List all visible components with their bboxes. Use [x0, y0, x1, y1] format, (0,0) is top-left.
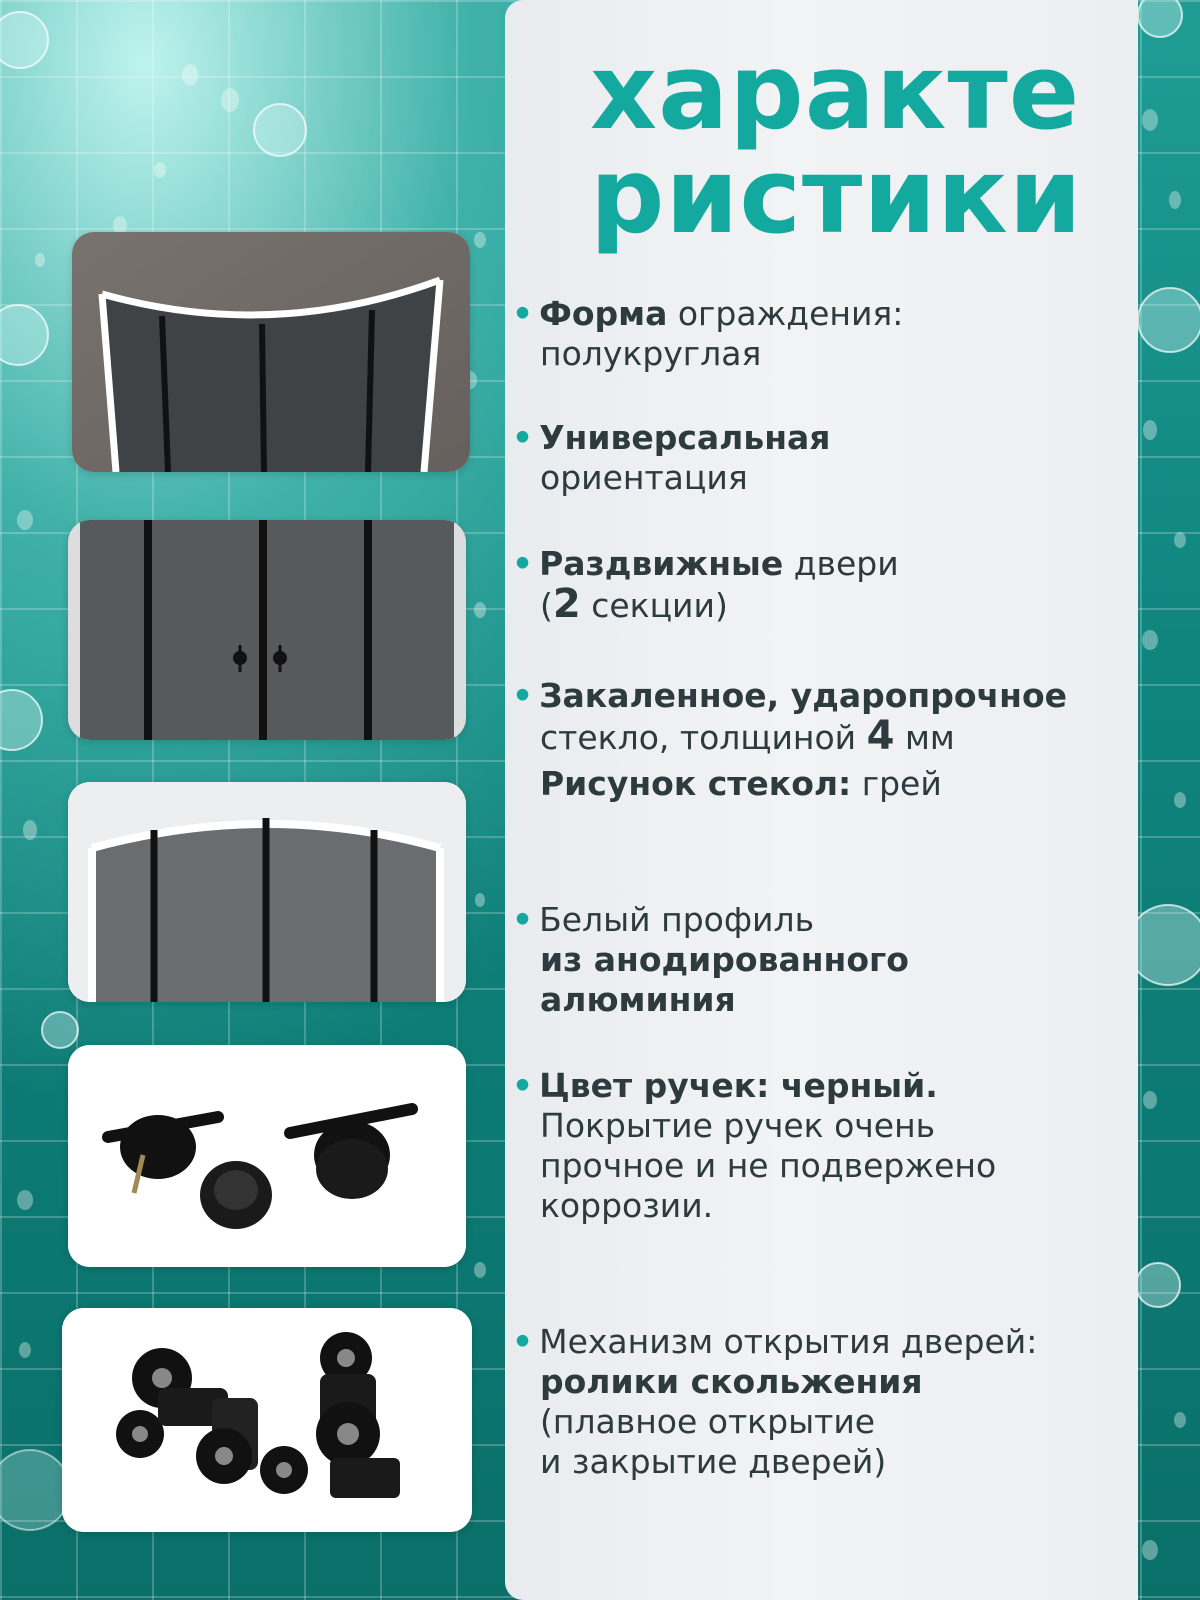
feature-orientation: • Универсальная ориентация [512, 418, 831, 497]
arched-top-image [68, 782, 466, 1002]
title-line-2: ристики [590, 135, 1083, 257]
feature-handles: • Цвет ручек: черный. Покрытие ручек очень прочное и не подвержено коррозии. [512, 1066, 997, 1225]
bullet-icon: • [512, 544, 534, 583]
bullet-icon: • [512, 676, 534, 715]
feature-doors: • Раздвижные двери (2 секции) [512, 544, 899, 627]
black-handles-image [68, 1045, 466, 1267]
feature-mechanism: • Механизм открытия дверей: ролики скольжения (плавное открытие и закрытие дверей) [512, 1322, 1038, 1481]
title-line-1: характе [590, 31, 1081, 153]
feature-shape: • Форма ограждения: полукруглая [512, 294, 904, 373]
page-title [590, 31, 1130, 257]
sliding-rollers-image [62, 1308, 472, 1532]
bullet-icon: • [512, 1322, 534, 1361]
feature-profile: • Белый профиль из анодированного алюминия [512, 900, 909, 1019]
sliding-doors-image [68, 520, 466, 740]
bullet-icon: • [512, 900, 534, 939]
curved-shower-enclosure-image [72, 232, 470, 472]
bullet-icon: • [512, 418, 534, 457]
bullet-icon: • [512, 294, 534, 333]
feature-glass: • Закаленное, ударопрочное стекло, толщиной 4 мм Рисунок стекол: грей [512, 676, 1068, 803]
bullet-icon: • [512, 1066, 534, 1105]
